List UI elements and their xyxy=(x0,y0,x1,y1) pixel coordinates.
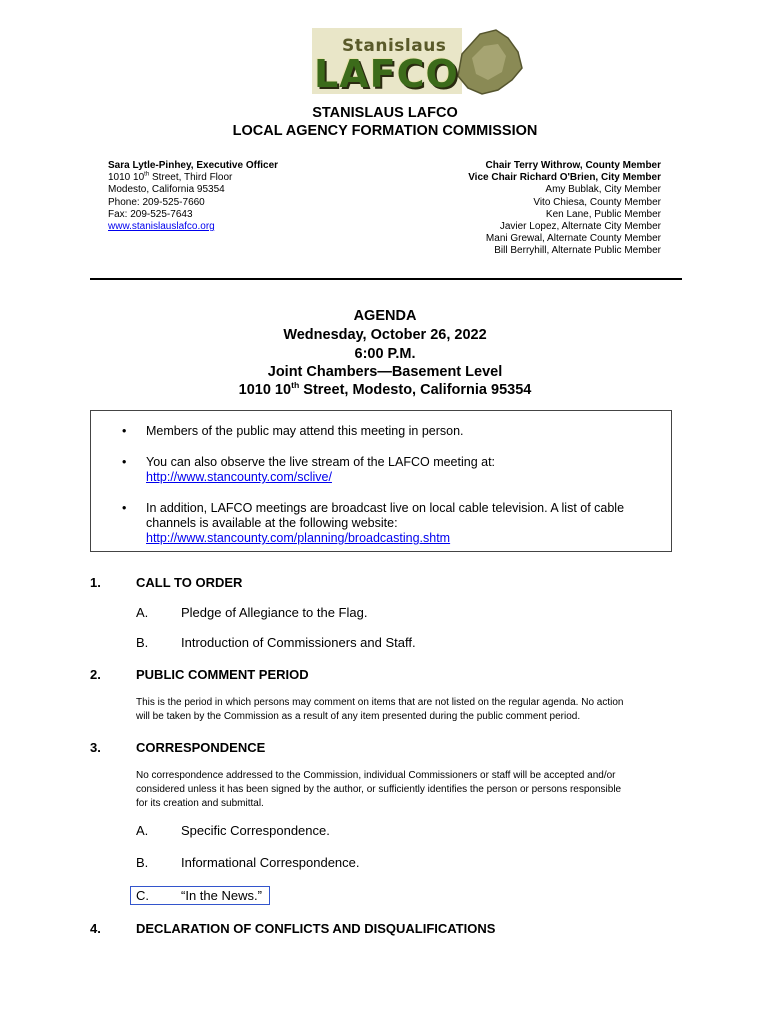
meeting-date: Wednesday, October 26, 2022 xyxy=(283,327,487,343)
member-item: Bill Berryhill, Alternate Public Member xyxy=(494,245,661,257)
item-letter: C. xyxy=(136,888,149,903)
broadcasting-link[interactable]: http://www.stancounty.com/planning/broadcasting.shtm xyxy=(146,531,451,545)
item-in-the-news[interactable]: “In the News.” xyxy=(181,888,262,903)
fax-line: Fax: 209-525-7643 xyxy=(108,208,193,220)
street-suffix: th xyxy=(144,171,150,178)
item-introduction: Introduction of Commissioners and Staff. xyxy=(181,635,416,650)
livestream-link[interactable]: http://www.stancounty.com/sclive/ xyxy=(146,470,332,484)
paragraph-line: This is the period in which persons may comment on items that are not listed on the regular agenda. No action xyxy=(136,697,624,708)
section-number: 1. xyxy=(90,575,101,590)
livestream-text: You can also observe the live stream of the LAFCO meeting at: xyxy=(146,455,496,469)
executive-officer: Sara Lytle-Pinhey, Executive Officer xyxy=(108,160,279,171)
bullet-icon: • xyxy=(122,455,127,469)
paragraph-line: will be taken by the Commission as a result of any item presented during the public comment period. xyxy=(136,711,581,722)
section-title-call-to-order: CALL TO ORDER xyxy=(136,575,243,590)
member-item: Ken Lane, Public Member xyxy=(545,208,661,220)
section-number: 4. xyxy=(90,921,101,936)
address-suffix: th xyxy=(291,380,300,391)
member-item: Javier Lopez, Alternate City Member xyxy=(499,221,661,233)
logo-wordmark-small: Stanislaus xyxy=(342,36,447,56)
city-line: Modesto, California 95354 xyxy=(108,184,225,196)
agenda-title: AGENDA xyxy=(353,308,417,324)
item-letter: A. xyxy=(136,823,149,838)
item-letter: A. xyxy=(136,605,149,620)
item-pledge: Pledge of Allegiance to the Flag. xyxy=(181,605,368,620)
address-number: 1010 10 xyxy=(238,382,292,398)
paragraph-line: considered unless it has been signed by the author, or sufficiently identifies the person or persons responsible xyxy=(136,784,622,795)
vice-chair-member: Vice Chair Richard O'Brien, City Member xyxy=(468,172,661,184)
info-item-cable xyxy=(146,501,656,546)
cable-text-line1: In addition, LAFCO meetings are broadcast live on local cable television. A list of cable xyxy=(146,501,625,515)
member-item: Vito Chiesa, County Member xyxy=(533,196,661,208)
website-link[interactable]: www.stanislauslafco.org xyxy=(108,221,215,233)
bullet-icon: • xyxy=(122,501,127,515)
item-informational-correspondence: Informational Correspondence. xyxy=(181,855,360,870)
cable-text-line2: channels is available at the following website: xyxy=(146,516,398,530)
bullet-icon: • xyxy=(122,424,127,438)
item-letter: B. xyxy=(136,855,149,870)
info-item-in-person: Members of the public may attend this meeting in person. xyxy=(146,424,464,438)
contact-block xyxy=(108,160,278,233)
public-comment-paragraph xyxy=(136,696,684,724)
member-item: Amy Bublak, City Member xyxy=(545,184,661,196)
address-street: Street, Modesto, California 95354 xyxy=(299,382,532,398)
logo-wordmark: LAFCO xyxy=(314,52,459,96)
section-title-conflicts: DECLARATION OF CONFLICTS AND DISQUALIFICATIONS xyxy=(136,921,496,936)
chair-member: Chair Terry Withrow, County Member xyxy=(485,160,661,171)
section-title-correspondence: CORRESPONDENCE xyxy=(136,740,266,755)
paragraph-line: No correspondence addressed to the Commission, individual Commissioners or staff will be accepted and/or xyxy=(136,770,616,781)
info-item-livestream xyxy=(146,455,656,485)
section-title-public-comment: PUBLIC COMMENT PERIOD xyxy=(136,667,309,682)
commission-name: LOCAL AGENCY FORMATION COMMISSION xyxy=(232,123,538,139)
meeting-address xyxy=(0,382,770,398)
org-name: STANISLAUS LAFCO xyxy=(312,105,458,121)
section-number: 3. xyxy=(90,740,101,755)
item-specific-correspondence: Specific Correspondence. xyxy=(181,823,330,838)
members-block xyxy=(468,160,661,258)
meeting-time: 6:00 P.M. xyxy=(354,346,416,362)
phone-line: Phone: 209-525-7660 xyxy=(108,196,205,208)
member-item: Mani Grewal, Alternate County Member xyxy=(485,233,661,245)
street-address xyxy=(108,172,278,184)
item-letter: B. xyxy=(136,635,149,650)
meeting-location: Joint Chambers—Basement Level xyxy=(267,364,503,380)
section-number: 2. xyxy=(90,667,101,682)
street-number: 1010 10 xyxy=(108,172,145,184)
header-divider xyxy=(90,278,682,280)
street-name: Street, Third Floor xyxy=(149,172,233,184)
paragraph-line: for its creation and submittal. xyxy=(136,798,264,809)
correspondence-paragraph xyxy=(136,769,684,811)
